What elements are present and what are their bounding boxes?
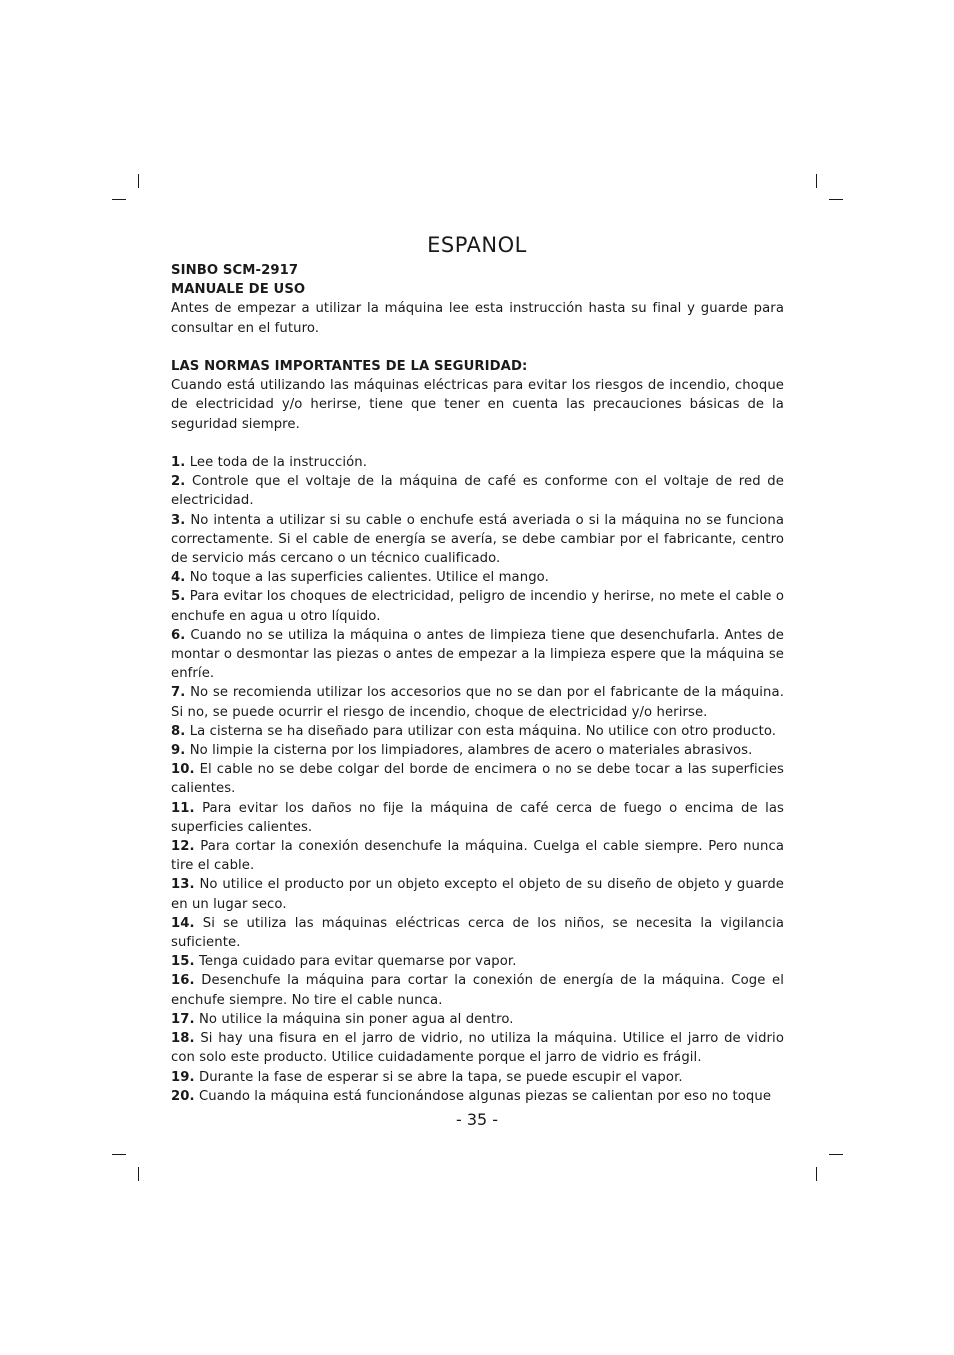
item-number: 2. xyxy=(171,474,186,490)
safety-intro: Cuando está utilizando las máquinas eléctricas para evitar los riesgos de incendio, choque de electricidad y/o herirse, tiene que tener en cuenta las precauciones básicas de la seguridad siempre. xyxy=(171,378,784,432)
crop-mark-bottom-left-vertical xyxy=(138,1167,139,1181)
intro-paragraph: Antes de empezar a utilizar la máquina lee esta instrucción hasta su final y guarde para consultar en el futuro. xyxy=(171,301,784,336)
list-item xyxy=(171,511,784,569)
item-number: 6. xyxy=(171,627,186,643)
list-item xyxy=(171,875,784,913)
document-body xyxy=(171,261,784,1106)
item-text: Para evitar los daños no fije la máquina de café cerca de fuego o encima de las superficies calientes. xyxy=(171,800,784,835)
item-text: El cable no se debe colgar del borde de encimera o no se debe tocar a las superficies calientes. xyxy=(171,762,785,797)
item-text: Cuando la máquina está funcionándose algunas piezas se calientan por eso no toque xyxy=(198,1088,772,1104)
item-number: 10. xyxy=(171,762,195,778)
model-name: SINBO SCM-2917 xyxy=(171,263,299,278)
list-item xyxy=(171,914,784,952)
list-item xyxy=(171,1029,784,1067)
item-text: No toque a las superficies calientes. Utilice el mango. xyxy=(189,570,549,586)
crop-mark-top-left-horizontal xyxy=(112,199,126,200)
item-number: 15. xyxy=(171,954,195,970)
item-number: 20. xyxy=(171,1088,195,1104)
crop-mark-top-right-horizontal xyxy=(829,199,843,200)
item-text: No utilice la máquina sin poner agua al dentro. xyxy=(198,1011,514,1027)
item-text: No se recomienda utilizar los accesorios que no se dan por el fabricante de la máquina. Si no, se puede ocurrir el riesgo de incendio, choque de electricidad y/o herirse. xyxy=(171,685,784,720)
item-number: 7. xyxy=(171,685,186,701)
list-item xyxy=(171,1087,784,1106)
item-number: 8. xyxy=(171,723,186,739)
list-item xyxy=(171,683,784,721)
list-item xyxy=(171,760,784,798)
list-item xyxy=(171,952,784,971)
crop-mark-top-left-vertical xyxy=(138,174,139,188)
safety-title: LAS NORMAS IMPORTANTES DE LA SEGURIDAD: xyxy=(171,359,528,374)
item-number: 3. xyxy=(171,512,186,528)
list-item xyxy=(171,971,784,1009)
list-item xyxy=(171,837,784,875)
item-text: Controle que el voltaje de la máquina de café es conforme con el voltaje de red de electricidad. xyxy=(171,474,784,509)
item-text: No utilice el producto por un objeto excepto el objeto de su diseño de objeto y guarde en un lugar seco. xyxy=(171,877,784,912)
list-item xyxy=(171,722,784,741)
list-item xyxy=(171,1010,784,1029)
item-number: 17. xyxy=(171,1011,195,1027)
item-number: 19. xyxy=(171,1069,195,1085)
spacer xyxy=(171,434,784,453)
page-heading: ESPANOL xyxy=(427,233,527,257)
item-number: 4. xyxy=(171,570,186,586)
item-text: Si se utiliza las máquinas eléctricas cerca de los niños, se necesita la vigilancia suficiente. xyxy=(171,915,785,951)
item-text: Tenga cuidado para evitar quemarse por vapor. xyxy=(198,954,517,970)
item-number: 13. xyxy=(171,877,195,893)
item-text: Para cortar la conexión desenchufe la máquina. Cuelga el cable siempre. Pero nunca tire el cable. xyxy=(171,839,784,874)
crop-mark-bottom-right-vertical xyxy=(816,1167,817,1181)
list-item xyxy=(171,1068,784,1087)
crop-mark-top-right-vertical xyxy=(816,174,817,188)
item-text: No limpie la cisterna por los limpiadores, alambres de acero o materiales abrasivos. xyxy=(189,743,753,759)
item-text: Si hay una fisura en el jarro de vidrio, no utiliza la máquina. Utilice el jarro de vidrio con solo este producto. Utilice cuidadamente porque el jarro de vidrio es frágil. xyxy=(171,1031,784,1066)
item-text: La cisterna se ha diseñado para utilizar con esta máquina. No utilice con otro producto. xyxy=(189,723,777,739)
list-item xyxy=(171,799,784,837)
item-text: Para evitar los choques de electricidad, peligro de incendio y herirse, no mete el cable o enchufe en agua u otro líquido. xyxy=(171,589,784,624)
spacer xyxy=(171,338,784,357)
item-number: 18. xyxy=(171,1031,195,1047)
item-text: Lee toda de la instrucción. xyxy=(189,455,368,470)
item-text: Desenchufe la máquina para cortar la conexión de energía de la máquina. Coge el enchufe siempre. No tire el cable nunca. xyxy=(171,973,784,1008)
list-item xyxy=(171,453,784,472)
item-number: 5. xyxy=(171,589,186,605)
item-number: 11. xyxy=(171,800,195,816)
item-number: 16. xyxy=(171,973,195,989)
manual-title: MANUALE DE USO xyxy=(171,282,306,298)
list-item xyxy=(171,587,784,625)
item-number: 9. xyxy=(171,743,186,759)
item-number: 12. xyxy=(171,839,195,855)
item-text: No intenta a utilizar si su cable o enchufe está averiada o si la máquina no se funciona correctamente. Si el cable de energía se avería, se debe cambiar por el fabricante, centro de servicio más cercano o un técnico cualificado. xyxy=(171,512,784,567)
list-item xyxy=(171,626,784,684)
crop-mark-bottom-right-horizontal xyxy=(829,1154,843,1155)
item-number: 1. xyxy=(171,455,186,470)
list-item xyxy=(171,741,784,760)
item-number: 14. xyxy=(171,915,195,931)
list-item xyxy=(171,472,784,510)
item-text: Durante la fase de esperar si se abre la tapa, se puede escupir el vapor. xyxy=(198,1069,683,1085)
list-item xyxy=(171,568,784,587)
page-number: - 35 - xyxy=(455,1110,499,1129)
crop-mark-bottom-left-horizontal xyxy=(112,1154,126,1155)
item-text: Cuando no se utiliza la máquina o antes de limpieza tiene que desenchufarla. Antes de montar o desmontar las piezas o antes de empezar a la limpieza espere que la máquina se enfríe. xyxy=(171,627,784,682)
